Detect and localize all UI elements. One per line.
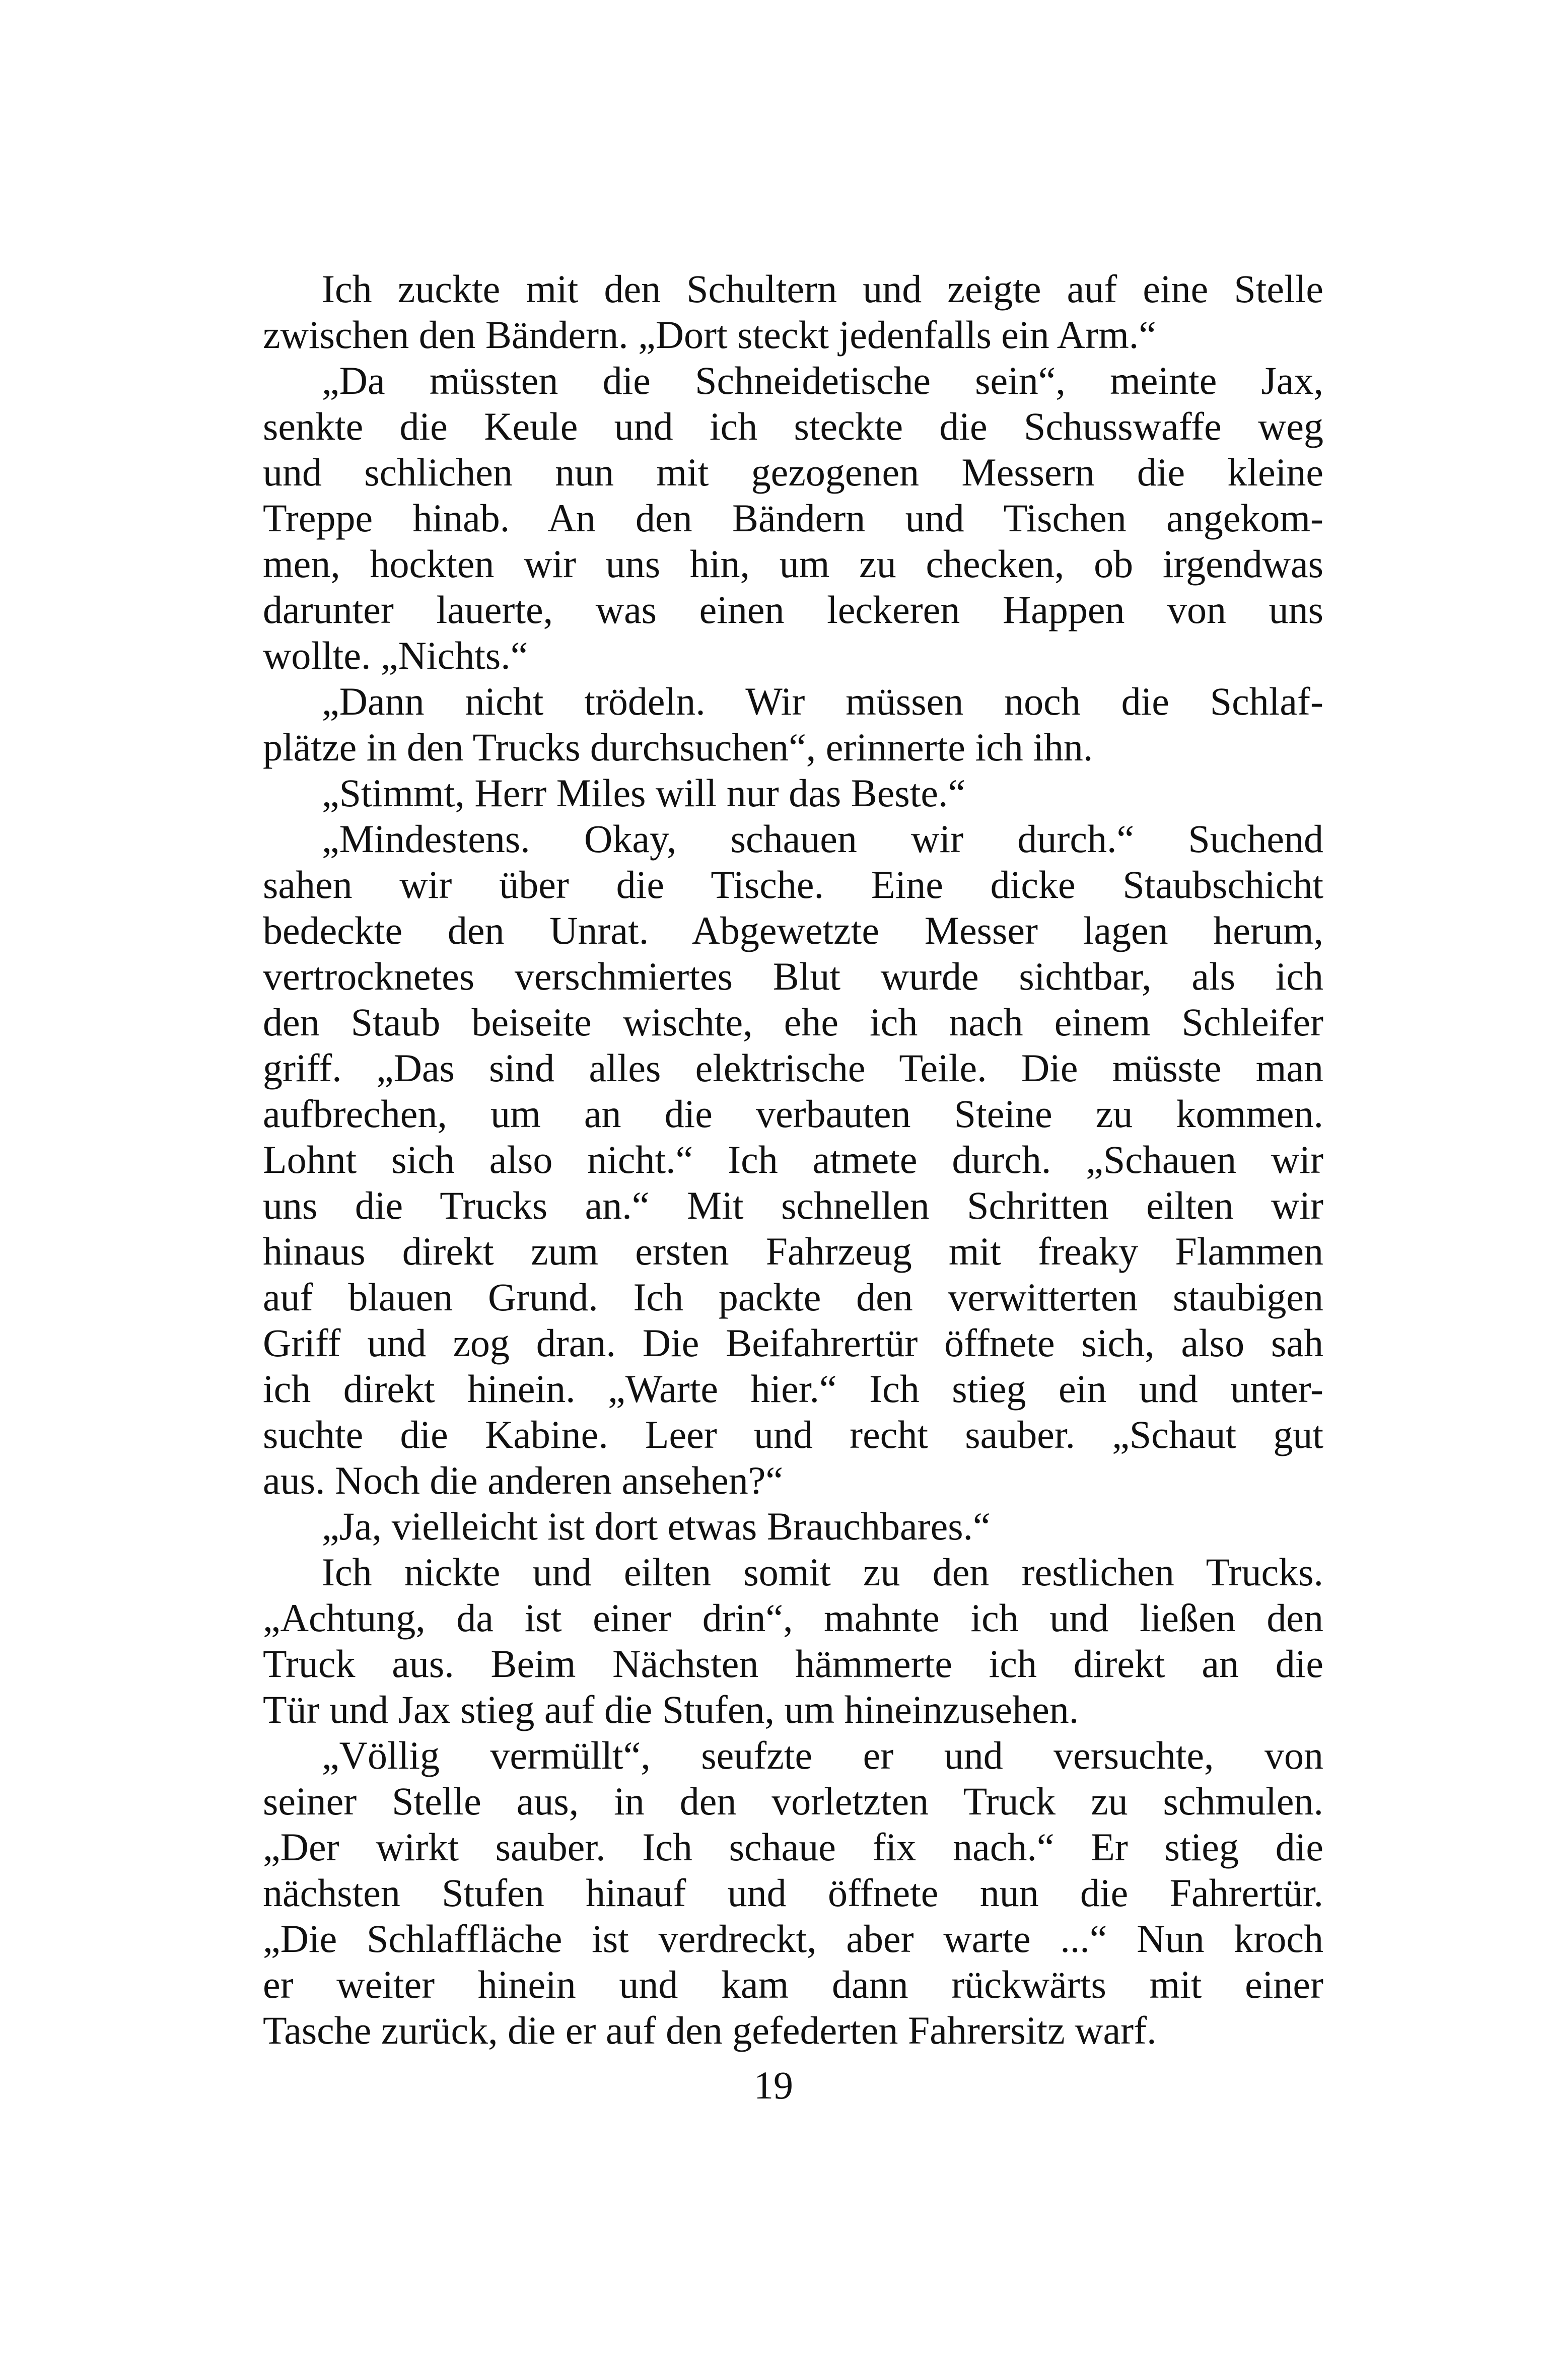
text-line: plätze in den Trucks durchsuchen“, erinnerte ich ihn.	[263, 725, 1093, 769]
text-line: nächsten Stufen hinauf und öffnete nun die Fahrertür.	[263, 1871, 1323, 1915]
text-line: seiner Stelle aus, in den vorletzten Truck zu schmulen.	[263, 1779, 1323, 1823]
text-line: auf blauen Grund. Ich packte den verwitterten staubigen	[263, 1275, 1323, 1319]
text-line: Treppe hinab. An den Bändern und Tischen angekom-	[263, 496, 1323, 540]
text-line: senkte die Keule und ich steckte die Schusswaffe weg	[263, 404, 1323, 448]
text-line: Ich zuckte mit den Schultern und zeigte auf eine Stelle	[322, 267, 1323, 311]
text-line: „Völlig vermüllt“, seufzte er und versuchte, von	[322, 1733, 1323, 1777]
text-line: aufbrechen, um an die verbauten Steine zu kommen.	[263, 1092, 1323, 1136]
text-line: „Die Schlaffläche ist verdreckt, aber warte ...“ Nun kroch	[263, 1917, 1323, 1961]
text-line: Griff und zog dran. Die Beifahrertür öffnete sich, also sah	[263, 1321, 1323, 1365]
text-line: Lohnt sich also nicht.“ Ich atmete durch. „Schauen wir	[263, 1138, 1323, 1181]
text-line: Ich nickte und eilten somit zu den restlichen Trucks.	[322, 1550, 1323, 1594]
body-text	[263, 266, 1323, 2053]
text-line: „Achtung, da ist einer drin“, mahnte ich und ließen den	[263, 1596, 1323, 1640]
text-line: ich direkt hinein. „Warte hier.“ Ich stieg ein und unter-	[263, 1367, 1323, 1411]
text-line: „Der wirkt sauber. Ich schaue fix nach.“ Er stieg die	[263, 1825, 1323, 1869]
text-line: uns die Trucks an.“ Mit schnellen Schritten eilten wir	[263, 1183, 1323, 1227]
text-line: „Da müssten die Schneidetische sein“, meinte Jax,	[322, 359, 1323, 402]
text-line: Tasche zurück, die er auf den gefederten Fahrersitz warf.	[263, 2008, 1157, 2052]
text-line: darunter lauerte, was einen leckeren Happen von uns	[263, 588, 1323, 632]
text-line: „Ja, vielleicht ist dort etwas Brauchbares.“	[322, 1504, 991, 1548]
text-line: vertrocknetes verschmiertes Blut wurde sichtbar, als ich	[263, 954, 1323, 998]
text-line: und schlichen nun mit gezogenen Messern die kleine	[263, 450, 1323, 494]
text-line: suchte die Kabine. Leer und recht sauber. „Schaut gut	[263, 1413, 1323, 1456]
text-line: Tür und Jax stieg auf die Stufen, um hineinzusehen.	[263, 1688, 1079, 1731]
text-line: Truck aus. Beim Nächsten hämmerte ich direkt an die	[263, 1642, 1323, 1686]
text-line: „Stimmt, Herr Miles will nur das Beste.“	[322, 771, 966, 815]
text-line: wollte. „Nichts.“	[263, 634, 528, 677]
text-line: griff. „Das sind alles elektrische Teile. Die müsste man	[263, 1046, 1323, 1090]
text-line: hinaus direkt zum ersten Fahrzeug mit freaky Flammen	[263, 1229, 1323, 1273]
text-line: „Mindestens. Okay, schauen wir durch.“ Suchend	[322, 817, 1323, 861]
text-line: er weiter hinein und kam dann rückwärts mit einer	[263, 1963, 1323, 2006]
text-line: aus. Noch die anderen ansehen?“	[263, 1458, 784, 1502]
text-line: bedeckte den Unrat. Abgewetzte Messer lagen herum,	[263, 908, 1323, 952]
page-number: 19	[754, 2063, 793, 2107]
text-line: men, hockten wir uns hin, um zu checken, ob irgendwas	[263, 542, 1323, 586]
text-line: „Dann nicht trödeln. Wir müssen noch die Schlaf-	[322, 679, 1323, 723]
text-line: den Staub beiseite wischte, ehe ich nach einem Schleifer	[263, 1000, 1323, 1044]
text-line: zwischen den Bändern. „Dort steckt jedenfalls ein Arm.“	[263, 313, 1156, 357]
text-line: sahen wir über die Tische. Eine dicke Staubschicht	[263, 863, 1323, 906]
